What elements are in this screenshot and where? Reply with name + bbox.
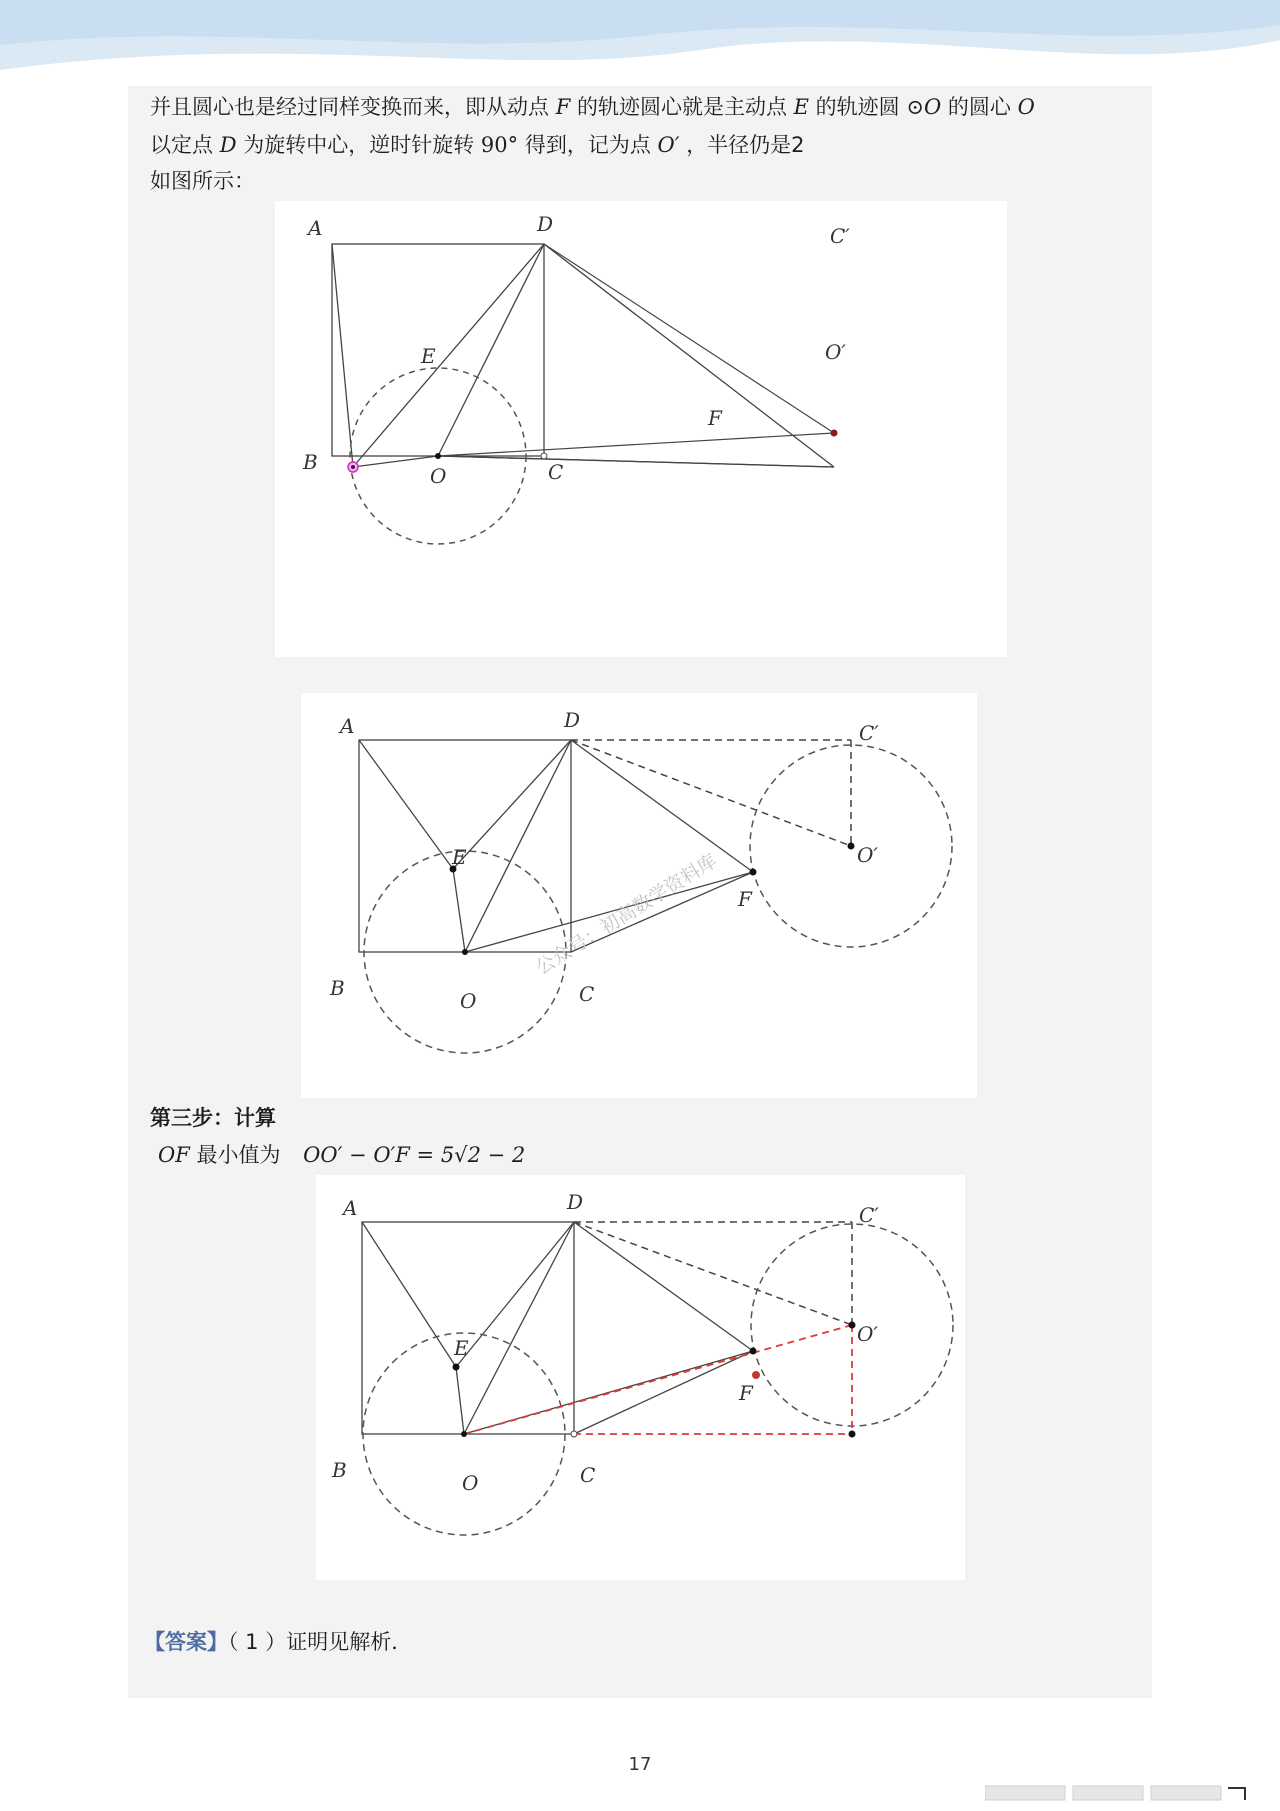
figure-2 — [301, 693, 977, 1098]
point-foot — [849, 1431, 856, 1438]
label-a: A — [343, 1196, 358, 1220]
segment-e-d — [456, 1222, 574, 1367]
segment-a-e — [362, 1222, 456, 1367]
label-o-prime: O′ — [825, 340, 846, 364]
segment-e-d — [453, 740, 571, 869]
paragraph-line-2 — [150, 130, 805, 160]
label-o-prime: O′ — [857, 1322, 878, 1346]
label-f: F — [708, 406, 722, 430]
label-a: A — [308, 216, 323, 240]
label-a: A — [340, 714, 355, 738]
point-o — [435, 453, 441, 459]
segment-d-f — [574, 1222, 753, 1351]
math-90-degrees: 90° — [480, 133, 519, 157]
label-c-prime: C′ — [830, 224, 850, 248]
figure-3 — [316, 1175, 965, 1580]
figure-2-diagram — [301, 693, 977, 1098]
point-o-prime — [849, 1322, 856, 1329]
point-f — [831, 430, 838, 437]
math-E: E — [793, 95, 809, 119]
math-O: O — [1017, 95, 1035, 119]
answer-text: （ 1 ）证明见解析． — [228, 1630, 413, 1654]
label-o: O — [430, 464, 447, 488]
math-of: OF — [158, 1143, 190, 1167]
segment-a-e — [359, 740, 453, 869]
point-o-prime — [848, 843, 855, 850]
math-D: D — [219, 133, 237, 157]
label-b: B — [303, 450, 318, 474]
text-segment: 的轨迹圆心就是主动点 — [576, 95, 787, 119]
segment-o-d — [465, 740, 571, 952]
point-c — [571, 1431, 577, 1437]
math-circle-symbol: ⊙ — [906, 95, 924, 119]
text-segment: 的圆心 — [947, 95, 1011, 119]
figure-1-diagram — [275, 201, 1007, 657]
label-b: B — [332, 1458, 347, 1482]
text-segment: 最小值为 — [196, 1143, 281, 1167]
point-c — [541, 453, 547, 459]
label-c-prime: C′ — [859, 721, 879, 745]
text-segment: ，半径仍是2 — [686, 133, 805, 157]
label-d: D — [567, 1190, 584, 1214]
label-e: E — [454, 1336, 469, 1360]
math-O-prime: O′ — [657, 133, 680, 157]
label-d: D — [537, 212, 554, 236]
text-segment: 以定点 — [150, 133, 213, 157]
math-F: F — [555, 95, 571, 119]
label-e: E — [452, 845, 467, 869]
label-b: B — [330, 976, 345, 1000]
red-dashed-o-oprime — [464, 1325, 852, 1434]
text-segment: 得到，记为点 — [524, 133, 651, 157]
point-o — [462, 949, 468, 955]
label-c: C — [580, 1463, 596, 1487]
segment-a-e — [332, 244, 353, 467]
point-f-min — [752, 1371, 760, 1379]
segment-e-o — [453, 869, 465, 952]
point-f — [750, 1348, 757, 1355]
dashed-d-oprime — [574, 1222, 852, 1325]
text-segment: 的轨迹圆 — [815, 95, 900, 119]
figure-3-diagram — [316, 1175, 965, 1580]
label-f: F — [738, 887, 752, 911]
label-c: C — [548, 460, 564, 484]
square-abcd — [332, 244, 544, 456]
label-e: E — [421, 344, 436, 368]
text-segment: 并且圆心也是经过同样变换而来，即从动点 — [150, 95, 549, 119]
math-O: O — [923, 95, 942, 119]
point-o — [461, 1431, 467, 1437]
segment-o-f — [438, 433, 834, 456]
text-segment: 为旋转中心，逆时针旋转 — [243, 133, 475, 157]
segment-c-f — [574, 1351, 753, 1434]
figure-1 — [275, 201, 1007, 657]
segment-d-f — [544, 244, 834, 467]
corner-decoration — [985, 1784, 1250, 1802]
watermark: 公众号：初高数学资料库 — [531, 849, 721, 980]
label-f: F — [739, 1381, 753, 1405]
label-o: O — [462, 1471, 479, 1495]
segment-o-d — [464, 1222, 574, 1434]
segment-e-o — [456, 1367, 464, 1434]
math-expression: OO′ − O′F = 5√2 − 2 — [303, 1143, 526, 1167]
page-number: 17 — [628, 1754, 652, 1775]
label-o-prime: O′ — [857, 843, 878, 867]
label-o: O — [460, 989, 477, 1013]
calc-line — [158, 1140, 525, 1170]
label-d: D — [564, 708, 581, 732]
step3-title: 第三步：计算 — [150, 1106, 276, 1130]
segment-e-o — [353, 456, 438, 467]
segment-d-f-2 — [544, 244, 834, 433]
answer-line — [144, 1627, 412, 1657]
point-e-center — [351, 465, 355, 469]
label-c-prime: C′ — [859, 1203, 879, 1227]
label-c: C — [579, 982, 595, 1006]
segment-d-f — [571, 740, 753, 872]
answer-tag: 【答案】 — [144, 1630, 228, 1654]
dashed-d-oprime — [571, 740, 851, 846]
paragraph-line-1 — [150, 92, 1035, 122]
paragraph-line-3: 如图所示： — [150, 169, 255, 193]
square-abcd — [362, 1222, 574, 1434]
point-e — [453, 1364, 460, 1371]
point-f — [750, 869, 757, 876]
